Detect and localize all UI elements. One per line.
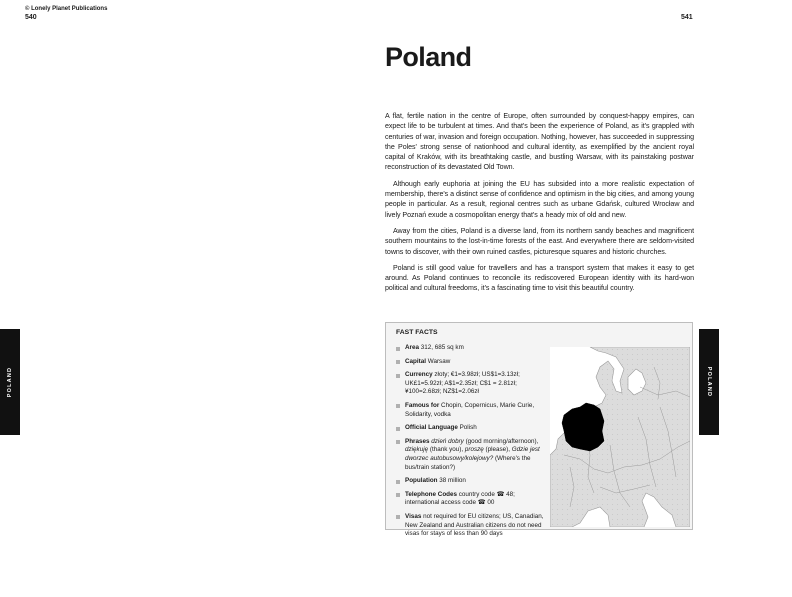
fast-facts-box	[385, 322, 693, 538]
fact-population	[396, 477, 544, 486]
phrase-please: proszę	[464, 446, 484, 454]
fact-famous	[396, 402, 544, 419]
fact-famous-value: Chopin, Copernicus, Marie Curie, Solidarity, vodka	[405, 401, 535, 418]
fact-area-value: 312, 685 sq km	[420, 344, 464, 351]
intro-paragraph-3: Away from the cities, Poland is a diverse land, from its northern sandy beaches and magnificent southern mountains to the lost-in-time forests of the east. And everywhere there are seldom-visited towns to discover, with their own ruined castles, picturesque squares and historic churches.	[385, 226, 694, 256]
fact-currency	[396, 371, 544, 397]
fact-famous-label: Famous for	[405, 401, 440, 409]
copyright-notice: © Lonely Planet Publications	[25, 6, 108, 12]
fact-telephone-value: country code ☎ 48; international access code ☎ 00	[405, 490, 515, 507]
phrase-thank-you-translation: (thank you),	[428, 446, 465, 454]
fact-population-label: Population	[405, 477, 438, 485]
fact-capital	[396, 358, 544, 367]
left-page-number: 540	[25, 14, 37, 21]
fact-visas	[396, 513, 544, 539]
right-thumb-tab-label: POLAND	[706, 366, 712, 398]
fact-phrases	[396, 438, 544, 472]
fact-currency-label: Currency	[405, 371, 433, 379]
fact-visas-label: Visas	[405, 512, 422, 520]
phrase-please-translation: (please),	[483, 446, 512, 454]
fact-area-label: Area	[405, 344, 420, 351]
fact-language	[396, 424, 544, 433]
phrase-station-translation: (Where's the bus/train station?)	[405, 454, 531, 471]
right-page-number: 541	[681, 14, 693, 21]
fact-telephone-label: Telephone Codes	[405, 490, 458, 498]
intro-paragraph-2: Although early euphoria at joining the EU has subsided into a more realistic expectation of membership, there's a distinct sense of confidence and optimism in the big cities, and among young people in particular. As a result, regional centres such as urbane Gdańsk, cultured Wrocław and lively Poznań exude a cosmopolitan energy that's a heady mix of old and new.	[385, 179, 694, 219]
fact-phrases-label: Phrases	[405, 437, 430, 445]
intro-paragraph-4: Poland is still good value for travellers and has a transport system that makes it easy to get around. As Poland continues to reconcile its rediscovered European identity with its hard-won political and cultural freedoms, it's a fascinating time to visit this beautiful country.	[385, 263, 694, 293]
phrase-thank-you: dziękuję	[405, 446, 429, 454]
intro-text	[385, 111, 694, 300]
fact-population-value: 38 million	[439, 477, 466, 485]
fact-capital-label: Capital	[405, 357, 426, 365]
left-thumb-tab	[0, 329, 20, 435]
intro-paragraph-1: A flat, fertile nation in the centre of Europe, often surrounded by conquest-happy empires, can expect life to be turbulent at times. And that's been the experience of Poland, as it's grappled with centuries of war, invasion and foreign occupation. Nothing, however, has succeeded in suppressing the Poles' strong sense of nationhood and cultural identity, as exemplified by the ancient royal capital of Kraków, with its breathtaking castle, and bustling Warsaw, with its painstaking postwar reconstruction of its devastated Old Town.	[385, 112, 694, 172]
fact-currency-value: złoty; €1=3.98zł; US$1=3.13zł; UK£1=5.92zł; A$1=2.35zł; C$1 = 2.81zł; ¥100=2.68zł; NZ$1=2.06zł	[405, 371, 520, 396]
fact-capital-value: Warsaw	[427, 357, 451, 365]
fact-telephone	[396, 491, 544, 508]
fact-language-label: Official Language	[405, 424, 458, 432]
fact-visas-value: not required for EU citizens; US, Canadian, New Zealand and Australian citizens do not need visas for stays of less than 90 days	[405, 512, 544, 538]
chapter-title: Poland	[385, 42, 472, 72]
fact-language-value: Polish	[459, 424, 477, 432]
fast-facts-title: FAST FACTS	[396, 329, 438, 336]
phrase-good-morning-translation: (good morning/afternoon),	[463, 437, 539, 445]
phrase-good-morning: dzień dobry	[431, 437, 464, 445]
fast-facts-list	[396, 344, 544, 544]
europe-locator-map	[550, 347, 690, 527]
right-thumb-tab	[699, 329, 719, 435]
left-thumb-tab-label: POLAND	[7, 366, 13, 398]
phrase-station: Gdzie jest dworzec autobusowy/kolejowy?	[405, 446, 540, 462]
fact-area	[396, 344, 544, 353]
